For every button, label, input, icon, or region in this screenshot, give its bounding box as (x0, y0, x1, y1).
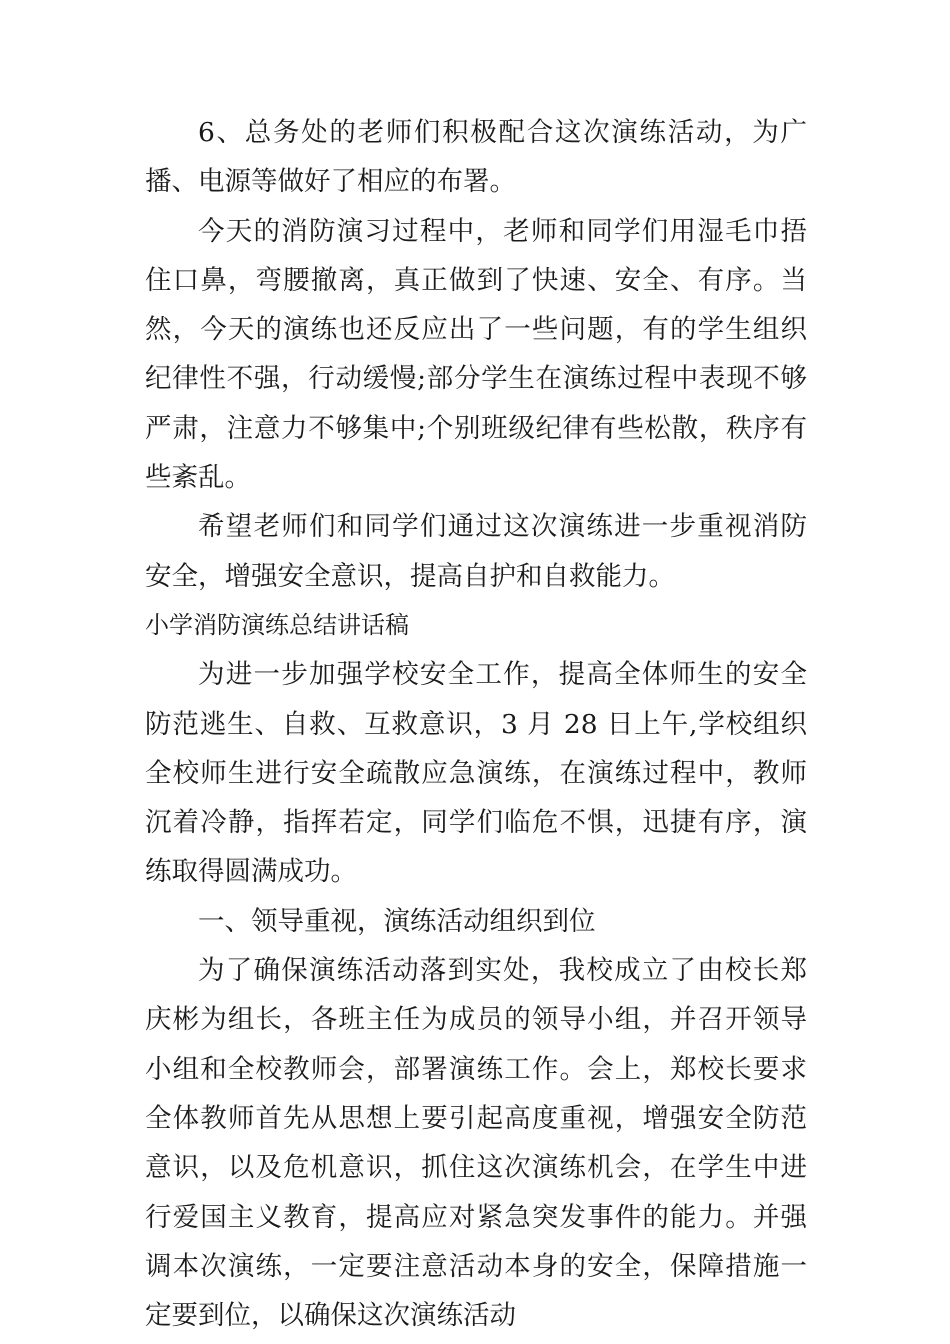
section-title: 小学消防演练总结讲话稿 (145, 610, 409, 639)
paragraph-leadership-detail: 为了确保演练活动落到实处，我校成立了由校长郑庆彬为组长，各班主任为成员的领导小组，并召开领导小组和全校教师会，部署演练工作。会上，郑校长要求全体教师首先从思想上要引起高度重视，增强安全防范意识，以及危机意识，抓住这次演练机会，在学生中进行爱国主义教育，提高应对紧急突发事件的能力。并强调本次演练，一定要注意活动本身的安全，保障措施一定要到位，以确保这次演练活动 (145, 955, 807, 1332)
paragraph-closing-hope: 希望老师们和同学们通过这次演练进一步重视消防安全，增强安全意识，提高自护和自救能力。 (145, 511, 807, 592)
paragraph-drill-review: 今天的消防演习过程中，老师和同学们用湿毛巾捂住口鼻，弯腰撤离，真正做到了快速、安全、有序。当然，今天的演练也还反应出了一些问题，有的学生组织纪律性不强，行动缓慢;部分学生在演练过程中表现不够严肃，注意力不够集中;个别班级纪律有些松散，秩序有些紊乱。 (145, 215, 807, 494)
paragraph-drill-intro: 为进一步加强学校安全工作，提高全体师生的安全防范逃生、自救、互救意识，3 月 28 日上午,学校组织全校师生进行安全疏散应急演练，在演练过程中，教师沉着冷静，指挥若定，同学们临危不惧，迅捷有序，演练取得圆满成功。 (145, 659, 807, 888)
subheading-leadership: 一、领导重视，演练活动组织到位 (198, 905, 596, 937)
paragraph-general-affairs: 6、总务处的老师们积极配合这次演练活动，为广播、电源等做好了相应的布署。 (145, 117, 807, 198)
document-body (145, 108, 807, 1340)
